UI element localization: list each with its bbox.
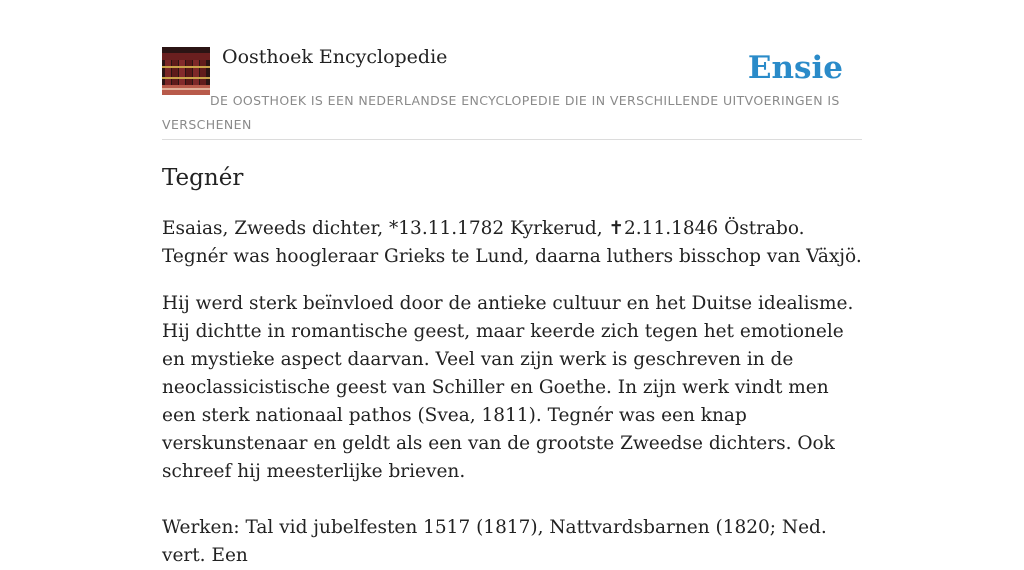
brand-logo-link[interactable]: Ensie — [747, 50, 843, 86]
article-paragraph: Esaias, Zweeds dichter, *13.11.1782 Kyrkerud, ✝2.11.1846 Östrabo. Tegnér was hoogleraar Grieks te Lund, daarna luthers bisschop van Växjö. — [162, 218, 862, 267]
site-title-link[interactable]: Oosthoek Encyclopedie — [222, 46, 448, 68]
site-header — [162, 44, 862, 140]
article-paragraph: Werken: Tal vid jubelfesten 1517 (1817), Nattvardsbarnen (1820; Ned. vert. Een — [162, 517, 827, 566]
article-title: Tegnér — [162, 165, 244, 191]
article — [162, 162, 862, 570]
article-paragraph: Hij werd sterk beïnvloed door de antieke cultuur en het Duitse idealisme. Hij dichtte in romantische geest, maar keerde zich tegen het emotionele en mystieke aspect daarvan. Veel van zijn werk is geschreven in de neoclassicistische geest van Schiller en Goethe. In zijn werk vindt men een sterk nationaal pathos (Svea, 1811). Tegnér was een knap verskunstenaar en geldt als een van de grootste Zweedse dichters. Ook schreef hij meesterlijke brieven. — [162, 293, 854, 482]
site-tagline: DE OOSTHOEK IS EEN NEDERLANDSE ENCYCLOPEDIE DIE IN VERSCHILLENDE UITVOERINGEN IS VERSCHENEN — [162, 93, 840, 132]
encyclopedia-books-icon[interactable] — [162, 47, 210, 95]
